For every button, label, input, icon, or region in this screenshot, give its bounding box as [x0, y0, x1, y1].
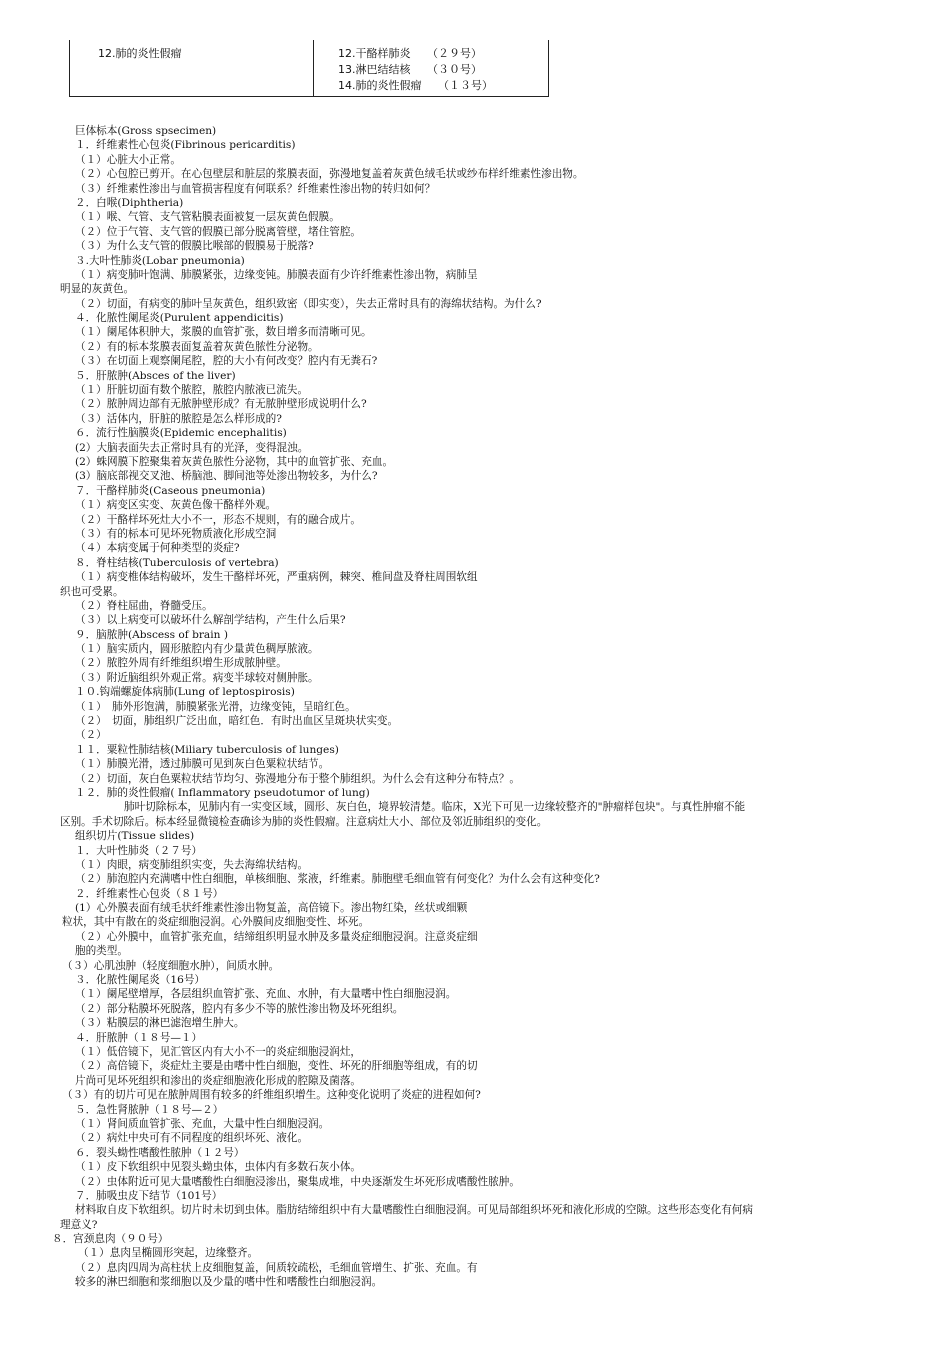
- text-line: （１）皮下软组织中见裂头蚴虫体，虫体内有多数石灰小体。: [75, 1161, 362, 1174]
- text-line: １１．粟粒性肺结核(Miliary tuberculosis of lunges): [75, 743, 339, 756]
- text-line: （１） 肺外形饱满，肺膜紧张光滑，边缘变钝，呈暗红色。: [75, 700, 356, 713]
- text-line: （２）心包腔已剪开。在心包壁层和脏层的浆膜表面，弥漫地复盖着灰黄色绒毛状或纱布样纤维素性渗出物。: [75, 168, 584, 181]
- text-line: 肺叶切除标本，见肺内有一实变区域，圆形、灰白色，境界较清楚。临床，X光下可见一边缘较整齐的"肿瘤样包块"。与真性肿瘤不能: [124, 801, 746, 814]
- text-line: （３）心肌浊肿（轻度细胞水肿），间质水肿。: [62, 959, 280, 972]
- text-line: (3）脑底部视交叉池、桥脑池、脚间池等处渗出物较多，为什么?: [75, 470, 378, 483]
- text-line: (2）大脑表面失去正常时具有的光泽，变得混浊。: [75, 441, 309, 454]
- text-line: （２）高倍镜下，炎症灶主要是由嗜中性白细胞，变性、坏死的肝细胞等组成，有的切: [75, 1060, 478, 1073]
- table-divider: [313, 40, 314, 96]
- text-line: （４）本病变属于何种类型的炎症?: [75, 542, 240, 555]
- text-line: １２．肺的炎性假瘤( Inflammatory pseudotumor of lung): [75, 786, 370, 799]
- text-line: （１）病变椎体结构破坏，发生干酪样坏死，严重病例，棘突、椎间盘及脊柱周围软组: [75, 571, 478, 584]
- text-line: ３．化脓性阑尾炎（16号）: [75, 974, 206, 987]
- text-line: （２）切面，有病变的肺叶呈灰黄色，组织致密（即实变），失去正常时具有的海绵状结构。为什么?: [75, 297, 542, 310]
- text-line: （１）喉、气管、支气管粘膜表面被复一层灰黄色假膜。: [75, 211, 340, 224]
- table-row: 13.淋巴结结核 （３０号）: [338, 63, 482, 76]
- table-cell-left: 12.肺的炎性假瘤: [98, 47, 182, 60]
- document-body: [0, 124, 951, 1290]
- text-line: ７．肺吸虫皮下结节（101号）: [75, 1189, 223, 1202]
- text-line: ５．肝脓肿(Absces of the liver): [75, 369, 236, 382]
- text-line: （２）切面，灰白色粟粒状结节均匀、弥漫地分布于整个肺组织。为什么会有这种分布特点？。: [75, 772, 520, 785]
- text-line: ４．化脓性阑尾炎(Purulent appendicitis): [75, 312, 284, 325]
- text-line: ６．流行性脑膜炎(Epidemic encephalitis): [75, 427, 287, 440]
- text-line: （２）虫体附近可见大量嗜酸性白细胞浸渗出，聚集成堆，中央逐渐发生坏死形成嗜酸性脓肿。: [75, 1175, 520, 1188]
- text-line: (2）蛛网膜下腔聚集着灰黄色脓性分泌物，其中的血管扩张、充血。: [75, 455, 394, 468]
- text-line: （３）粘膜层的淋巴滤泡增生肿大。: [75, 1017, 245, 1030]
- text-line: （１）肉眼，病变肺组织实变，失去海绵状结构。: [75, 858, 309, 871]
- text-line: （１）阑尾壁增厚，各层组织血管扩张、充血、水肿，有大量嗜中性白细胞浸润。: [75, 988, 457, 1001]
- text-line: 织也可受累。: [60, 585, 124, 598]
- text-line: ２．白喉(Diphtheria): [75, 196, 184, 209]
- text-line: （３）有的切片可见在脓肿周围有较多的纤维组织增生。这种变化说明了炎症的进程如何?: [62, 1089, 481, 1102]
- text-line: （１）低倍镜下，见汇管区内有大小不一的炎症细胞浸润灶，: [75, 1046, 362, 1058]
- text-line: （２）脓腔外周有纤维组织增生形成脓肿壁。: [75, 657, 287, 670]
- table-row: 14.肺的炎性假瘤 （１３号）: [338, 79, 493, 92]
- text-line: 胞的类型。: [75, 945, 128, 958]
- text-line: （３）有的标本可见坏死物质液化形成空洞: [75, 527, 277, 540]
- text-line: （２）肺泡腔内充满嗜中性白细胞，单核细胞、浆液，纤维素。肺胞壁毛细血管有何变化？为什么会有这种变化?: [75, 873, 600, 886]
- text-line: ４．肝脓肿（１８号—１）: [75, 1031, 203, 1044]
- text-line: 片尚可见坏死组织和渗出的炎症细胞液化形成的腔隙及菌落。: [75, 1074, 362, 1087]
- text-line: ３.大叶性肺炎(Lobar pneumonia): [75, 254, 245, 267]
- table-row: 12.干酪样肺炎 （２９号）: [338, 47, 482, 60]
- text-line: (1）心外膜表面有绒毛状纤维素性渗出物复盖，高倍镜下。渗出物红染，丝状或细颗: [75, 902, 468, 915]
- text-line: （３）纤维素性渗出与血管损害程度有何联系？纤维素性渗出物的转归如何？: [75, 182, 436, 195]
- text-line: ５．急性肾脓肿（１８号—２）: [75, 1103, 224, 1116]
- specimen-table: [69, 40, 549, 97]
- text-line: （２）部分粘膜坏死脱落，腔内有多少不等的脓性渗出物及坏死组织。: [75, 1002, 404, 1015]
- text-line: （１）阑尾体积肿大，浆膜的血管扩张，数目增多而清晰可见。: [75, 326, 372, 339]
- text-line: １．纤维素性心包炎(Fibrinous pericarditis): [75, 139, 296, 152]
- text-line: （１）肝脏切面有数个脓腔，脓腔内脓液已流失。: [75, 384, 309, 397]
- table-cell-right: [338, 46, 493, 94]
- text-line: 理意义?: [60, 1218, 98, 1231]
- text-line: （２）位于气管、支气管的假膜已部分脱离管壁，堵住管腔。: [75, 225, 362, 238]
- text-line: 较多的淋巴细胞和浆细胞以及少量的嗜中性和嗜酸性白细胞浸润。: [75, 1276, 383, 1289]
- text-line: １０.钩端螺旋体病肺(Lung of leptospirosis): [75, 686, 295, 699]
- text-line: ２．纤维素性心包炎（８１号）: [75, 887, 224, 900]
- text-line: （２）脓肿周边部有无脓肿壁形成？有无脓肿壁形成说明什么?: [75, 398, 367, 411]
- text-line: ８．宫颈息肉（９０号）: [52, 1233, 169, 1246]
- text-line: 材料取自皮下软组织。切片时未切到虫体。脂肪结缔组织中有大量嗜酸性白细胞浸润。可见局部组织坏死和液化形成的空隙。这些形态变化有何病: [75, 1204, 753, 1217]
- text-line: 巨体标本(Gross spsecimen): [75, 125, 217, 137]
- text-line: （１）肺膜光滑，透过肺膜可见到灰白色粟粒状结节。: [75, 758, 330, 771]
- text-line: （２）病灶中央可有不同程度的组织坏死、液化。: [75, 1132, 309, 1145]
- text-line: （１）心脏大小正常。: [75, 153, 181, 166]
- text-line: ９．脑脓肿(Abscess of brain ): [75, 628, 228, 641]
- text-line: 区别。手术切除后。标本经显微镜检查确诊为肺的炎性假瘤。注意病灶大小、部位及邻近肺组织的变化。: [60, 815, 548, 828]
- text-line: ８．脊柱结核(Tuberculosis of vertebra): [75, 556, 279, 569]
- text-line: （２）干酪样坏死灶大小不一，形态不规则，有的融合成片。: [75, 513, 362, 526]
- text-line: （２） 切面，肺组织广泛出血，暗红色．有时出血区呈斑块状实变。: [75, 715, 399, 728]
- text-line: ６．裂头蚴性嗜酸性脓肿（１２号）: [75, 1146, 245, 1159]
- text-line: ７．干酪样肺炎(Caseous pneumonia): [75, 484, 266, 497]
- text-line: （２）心外膜中，血管扩张充血，结缔组织明显水肿及多量炎症细胞浸润。注意炎症细: [75, 930, 478, 943]
- text-line: （１）脑实质内，圆形脓腔内有少量黄色稠厚脓液。: [75, 643, 319, 656]
- text-line: 明显的灰黄色。: [60, 283, 135, 296]
- text-line: （２）: [75, 729, 107, 742]
- text-line: （２）有的标本浆膜表面复盖着灰黄色脓性分泌物。: [75, 340, 319, 353]
- text-line: （２）息肉四周为高柱状上皮细胞复盖，间质较疏松，毛细血管增生、扩张、充血。有: [75, 1261, 478, 1274]
- text-line: １．大叶性肺炎（２７号）: [75, 844, 203, 857]
- text-line: （１）息肉呈椭圆形突起，边缘整齐。: [78, 1247, 259, 1260]
- text-line: （２）脊柱屈曲，脊髓受压。: [75, 599, 213, 612]
- text-line: （３）为什么支气管的假膜比喉部的假膜易于脱落?: [75, 240, 314, 253]
- text-line: （１）病变区实变、灰黄色像干酪样外观。: [75, 499, 277, 512]
- text-line: （１）病变肺叶饱满、肺膜紧张，边缘变钝。肺膜表面有少许纤维素性渗出物，病肺呈: [75, 268, 478, 281]
- text-line: 组织切片(Tissue slides): [75, 830, 195, 843]
- text-line: （３）附近脑组织外观正常。病变半球较对侧肿胀。: [75, 671, 319, 684]
- text-line: （３）在切面上观察阑尾腔，腔的大小有何改变？腔内有无粪石?: [75, 355, 378, 368]
- text-line: 粒状，其中有散在的炎症细胞浸润。心外膜间皮细胞变性、坏死。: [62, 916, 370, 929]
- text-line: （３）以上病变可以破坏什么解剖学结构，产生什么后果?: [75, 614, 346, 627]
- text-line: （３）活体内，肝脏的脓腔是怎么样形成的?: [75, 412, 282, 425]
- text-line: （１）肾间质血管扩张、充血，大量中性白细胞浸润。: [75, 1117, 330, 1130]
